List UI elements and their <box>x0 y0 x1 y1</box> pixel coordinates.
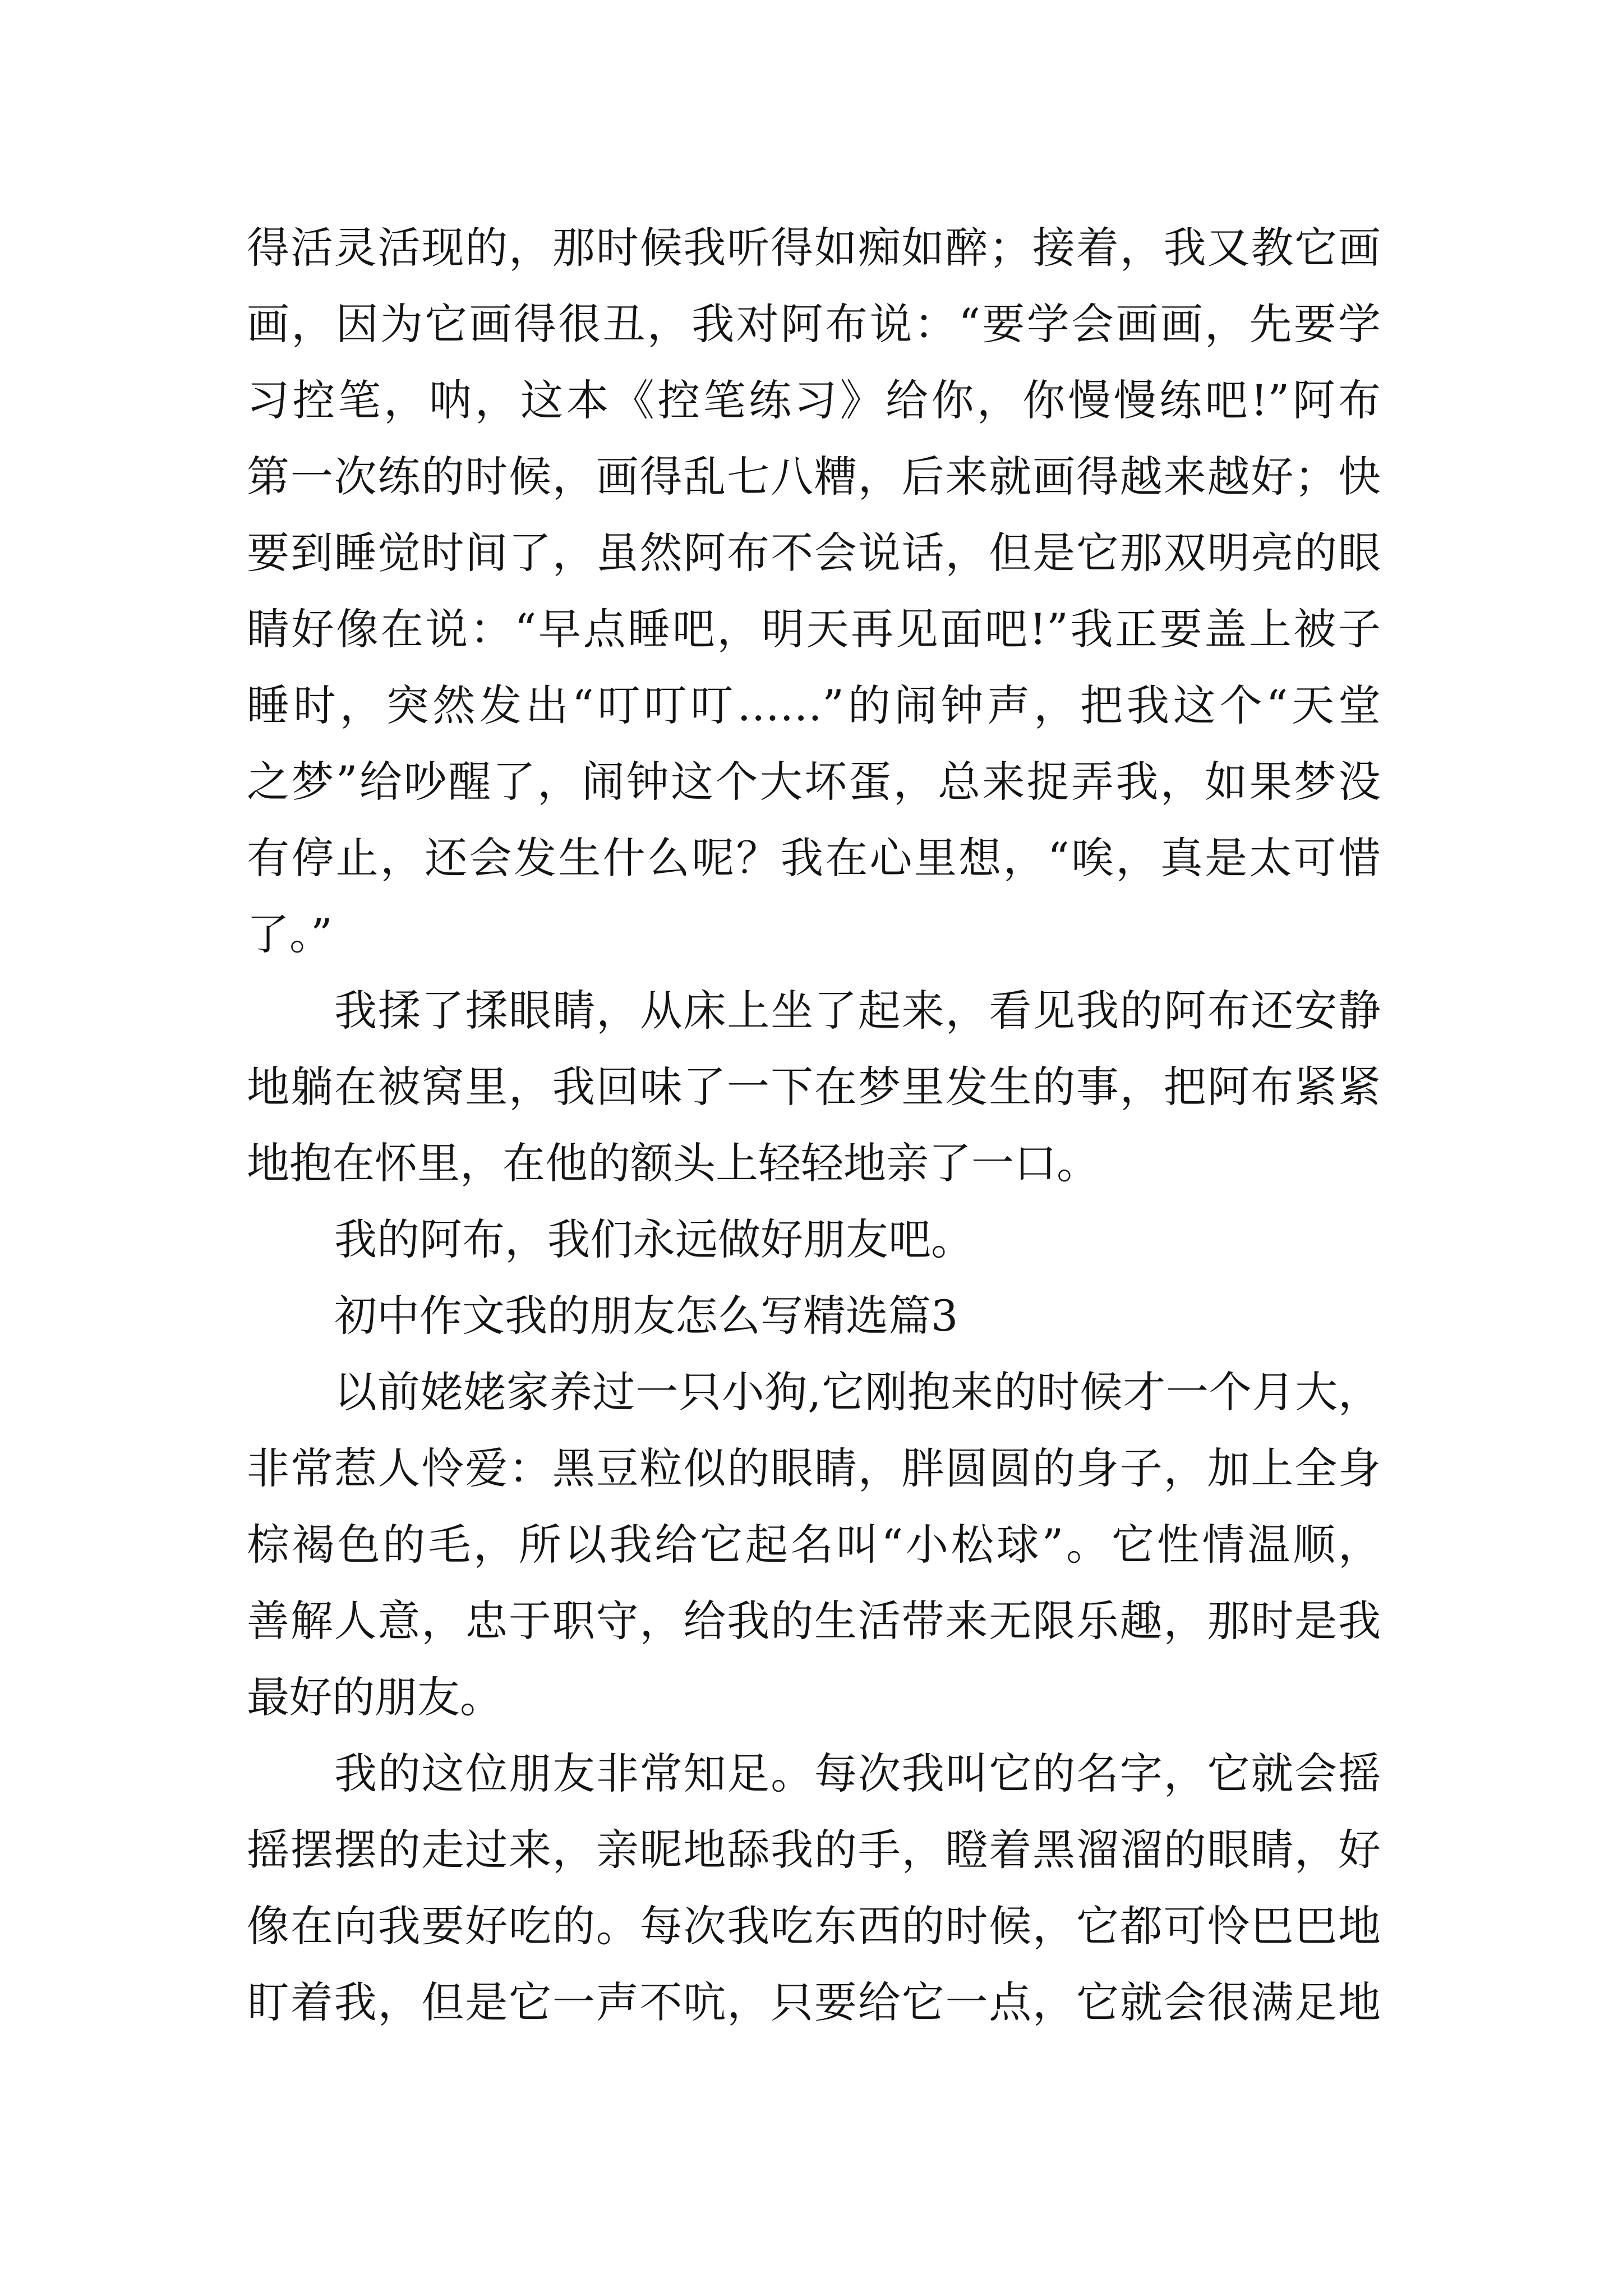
text-line: 画，因为它画得很丑，我对阿布说：“要学会画画，先要学 <box>247 299 1381 349</box>
document-body <box>247 210 1381 2041</box>
text-line: 了。” <box>247 909 333 959</box>
text-line: 棕褐色的毛，所以我给它起名叫“小松球”。它性情温顺， <box>247 1520 1381 1570</box>
text-line: 之梦”给吵醒了，闹钟这个大坏蛋，总来捉弄我，如果梦没 <box>247 757 1381 807</box>
text-line: 摇摆摆的走过来，亲昵地舔我的手，瞪着黑溜溜的眼睛，好 <box>247 1825 1381 1875</box>
text-line: 地抱在怀里，在他的额头上轻轻地亲了一口。 <box>247 1138 1099 1188</box>
text-line: 要到睡觉时间了，虽然阿布不会说话，但是它那双明亮的眼 <box>247 528 1381 578</box>
text-line: 睛好像在说：“早点睡吧，明天再见面吧!”我正要盖上被子 <box>247 604 1381 654</box>
text-line: 非常惹人怜爱：黑豆粒似的眼睛，胖圆圆的身子，加上全身 <box>247 1443 1381 1493</box>
text-line: 地躺在被窝里，我回味了一下在梦里发生的事，把阿布紧紧 <box>247 1062 1381 1112</box>
paragraph-puppy-intro <box>247 1354 1381 1736</box>
text-line: 我揉了揉眼睛，从床上坐了起来，看见我的阿布还安静 <box>334 986 1381 1036</box>
paragraph-closing <box>247 1202 1381 1278</box>
text-line: 得活灵活现的，那时候我听得如痴如醉；接着，我又教它画 <box>247 223 1381 273</box>
text-line: 有停止，还会发生什么呢？我在心里想，“唉，真是太可惜 <box>247 833 1381 883</box>
paragraph-waking-up <box>247 973 1381 1202</box>
text-line: 像在向我要好吃的。每次我吃东西的时候，它都可怜巴巴地 <box>247 1901 1381 1951</box>
section-heading: 初中作文我的朋友怎么写精选篇3 <box>334 1291 958 1341</box>
text-line: 我的阿布，我们永远做好朋友吧。 <box>334 1214 974 1264</box>
text-line: 善解人意，忠于职守，给我的生活带来无限乐趣，那时是我 <box>247 1596 1381 1646</box>
text-line: 睡时，突然发出“叮叮叮……”的闹钟声，把我这个“天堂 <box>247 680 1381 730</box>
section-heading-block <box>247 1278 1381 1354</box>
paragraph-puppy-content <box>247 1736 1381 2041</box>
paragraph-dream-continuation <box>247 210 1381 973</box>
text-line: 第一次练的时候，画得乱七八糟，后来就画得越来越好；快 <box>247 452 1381 501</box>
text-line: 以前姥姥家养过一只小狗,它刚抱来的时候才一个月大， <box>334 1367 1381 1417</box>
text-line: 最好的朋友。 <box>247 1672 502 1722</box>
text-line: 习控笔，呐，这本《控笔练习》给你，你慢慢练吧!”阿布 <box>247 375 1381 425</box>
text-line: 我的这位朋友非常知足。每次我叫它的名字，它就会摇 <box>334 1749 1381 1798</box>
text-line: 盯着我，但是它一声不吭，只要给它一点，它就会很满足地 <box>247 1977 1381 2027</box>
